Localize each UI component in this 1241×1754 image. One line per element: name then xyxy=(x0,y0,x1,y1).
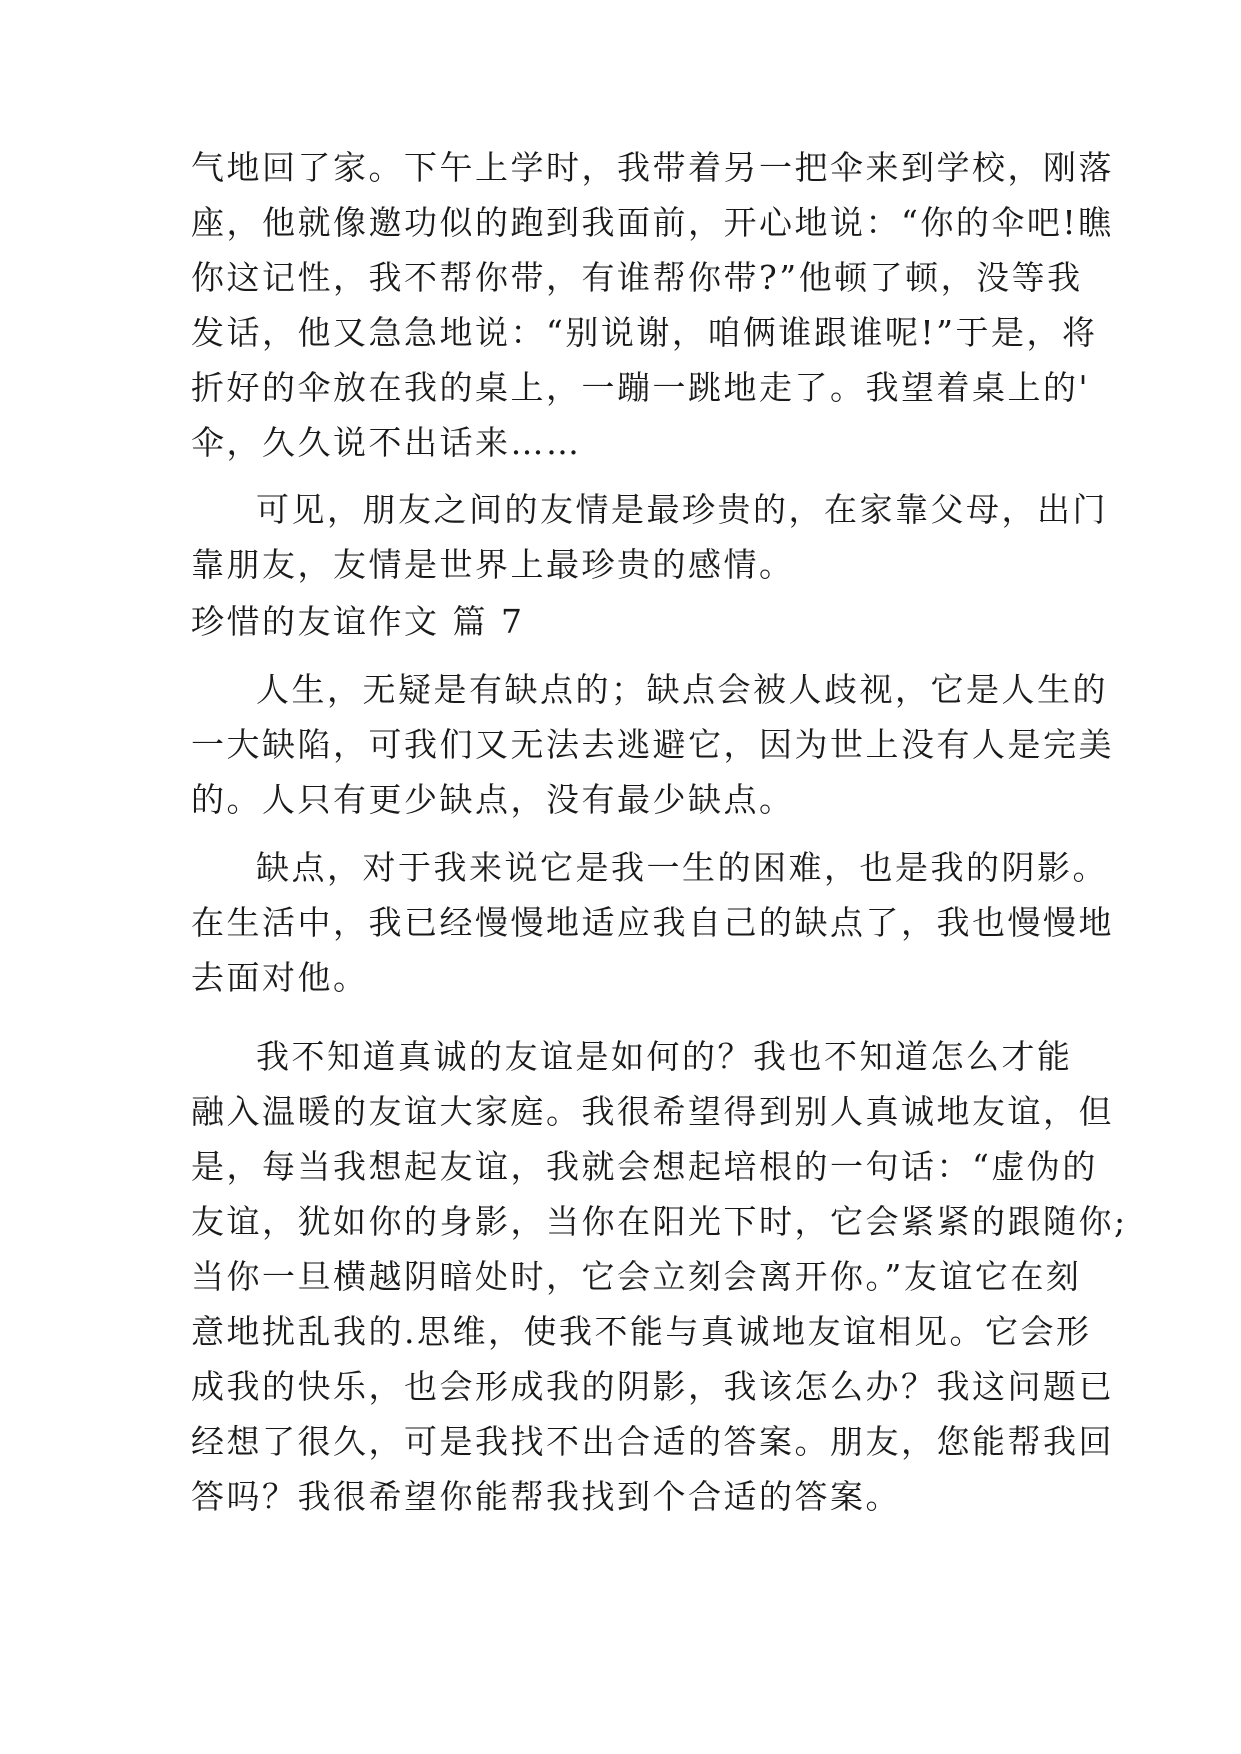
paragraph-line: 靠朋友，友情是世界上最珍贵的感情。 xyxy=(191,545,795,584)
paragraph-line: 答吗？我很希望你能帮我找到个合适的答案。 xyxy=(191,1477,901,1516)
paragraph-line: 是，每当我想起友谊，我就会想起培根的一句话：“虚伪的 xyxy=(191,1147,1098,1186)
paragraph-line: 一大缺陷，可我们又无法去逃避它，因为世上没有人是完美 xyxy=(191,725,1114,764)
paragraph-line: 座，他就像邀功似的跑到我面前，开心地说：“你的伞吧!瞧 xyxy=(191,203,1114,242)
paragraph-line: 当你一旦横越阴暗处时，它会立刻会离开你。”友谊它在刻 xyxy=(191,1257,1082,1296)
paragraph-line: 可见，朋友之间的友情是最珍贵的，在家靠父母，出门 xyxy=(256,490,1108,529)
paragraph-line: 人生，无疑是有缺点的；缺点会被人歧视，它是人生的 xyxy=(256,670,1108,709)
paragraph-line: 伞，久久说不出话来…… xyxy=(191,423,582,462)
paragraph-line: 意地扰乱我的.思维，使我不能与真诚地友谊相见。它会形 xyxy=(191,1312,1092,1351)
paragraph-line: 的。人只有更少缺点，没有最少缺点。 xyxy=(191,780,795,819)
paragraph-line: 你这记性，我不帮你带，有谁帮你带?”他顿了顿，没等我 xyxy=(191,258,1083,297)
section-heading: 珍惜的友谊作文 篇 7 xyxy=(191,602,525,641)
paragraph-line: 经想了很久，可是我找不出合适的答案。朋友，您能帮我回 xyxy=(191,1422,1114,1461)
paragraph-line: 气地回了家。下午上学时，我带着另一把伞来到学校，刚落 xyxy=(191,148,1114,187)
paragraph-line: 去面对他。 xyxy=(191,958,369,997)
paragraph-line: 发话，他又急急地说：“别说谢，咱俩谁跟谁呢!”于是，将 xyxy=(191,313,1098,352)
paragraph-line: 折好的伞放在我的桌上，一蹦一跳地走了。我望着桌上的' xyxy=(191,368,1091,407)
paragraph-line: 成我的快乐，也会形成我的阴影，我该怎么办？我这问题已 xyxy=(191,1367,1114,1406)
paragraph-line: 友谊，犹如你的身影，当你在阳光下时，它会紧紧的跟随你; xyxy=(191,1202,1128,1241)
paragraph-line: 我不知道真诚的友谊是如何的？我也不知道怎么才能 xyxy=(256,1037,1073,1076)
paragraph-line: 在生活中，我已经慢慢地适应我自己的缺点了，我也慢慢地 xyxy=(191,903,1114,942)
paragraph-line: 融入温暖的友谊大家庭。我很希望得到别人真诚地友谊，但 xyxy=(191,1092,1114,1131)
paragraph-line: 缺点，对于我来说它是我一生的困难，也是我的阴影。 xyxy=(256,848,1108,887)
